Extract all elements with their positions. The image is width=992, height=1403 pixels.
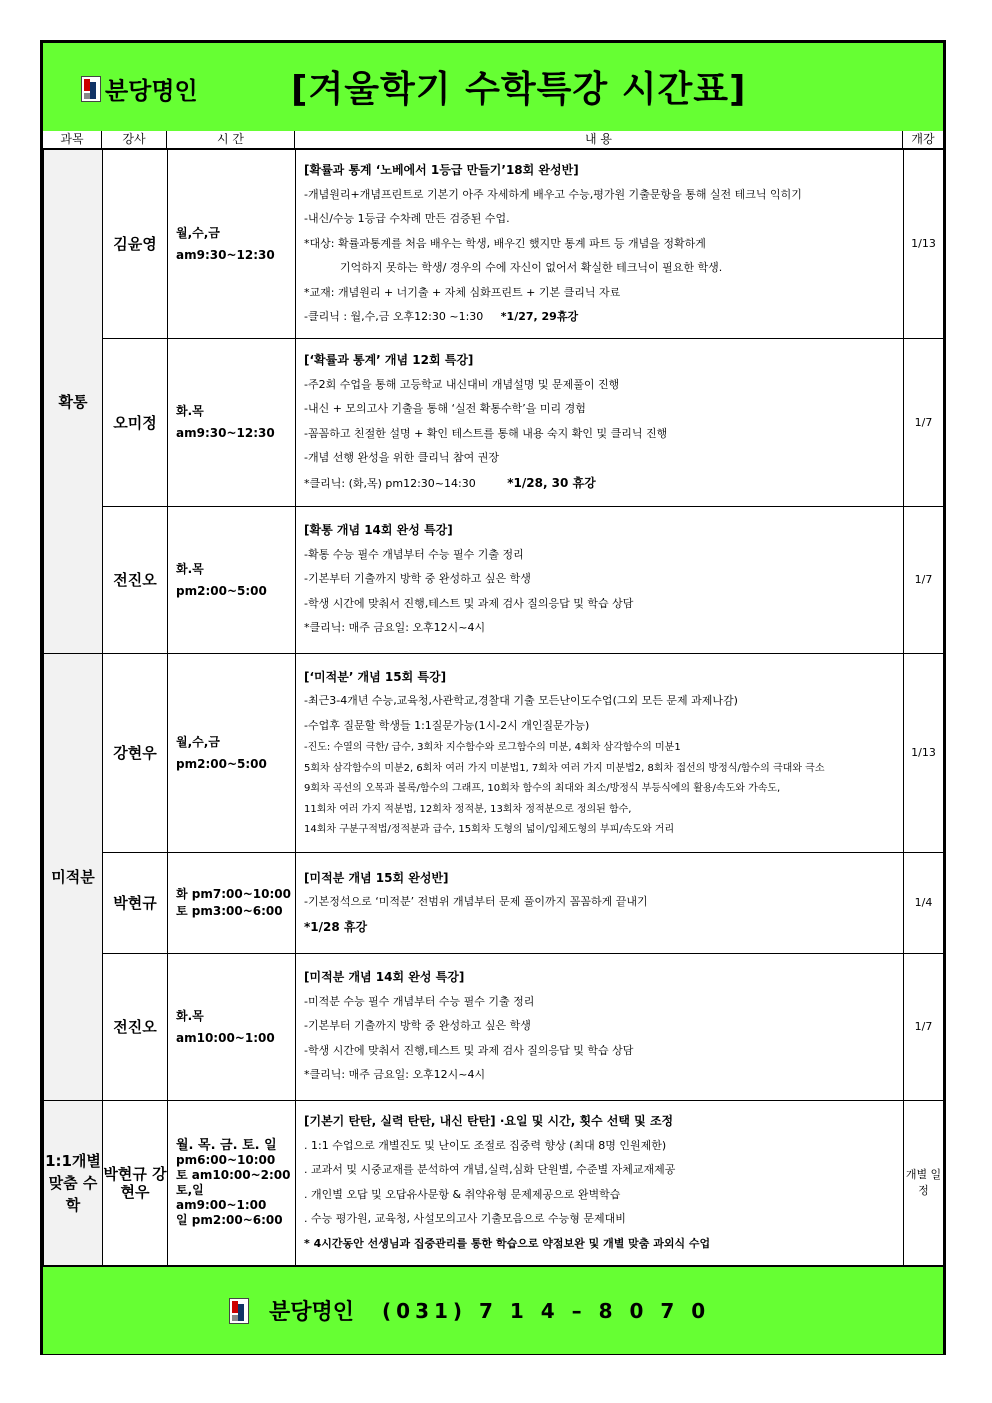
content-line: -꼼꼼하고 친절한 설명 + 확인 테스트를 통해 내용 숙지 확인 및 클리닉 진행 (304, 426, 668, 440)
course-title: [‘미적분’ 개념 15회 특강] (304, 669, 447, 684)
teacher-cell: 박현규 (103, 852, 168, 953)
time-days: 월,수,금 (176, 225, 220, 240)
time-hours: pm6:00~10:00 (176, 1152, 276, 1167)
time-days: 화.목 (176, 404, 204, 418)
syllabus-line: 11회차 여러 가지 적분법, 12회차 정적분, 13회차 정적분으로 정의된 함수, (304, 803, 632, 815)
time-hours: 토,일 am9:00~1:00 (176, 1182, 267, 1212)
subject-cell: 미적분 (44, 653, 103, 1100)
clinic-text: *클리닉: (화,목) pm12:30~14:30 (304, 476, 476, 490)
content-line: -기본부터 기출까지 방학 중 완성하고 싶은 학생 (304, 1019, 531, 1033)
subject-cell: 1:1개별 맞춤 수학 (44, 1100, 103, 1265)
content-line: -최근3-4개년 수능,교육청,사관학교,경찰대 기출 모든난이도수업(그외 모든 문제 과제나감) (304, 694, 738, 707)
course-title: [기본기 탄탄, 실력 탄탄, 내신 탄탄] ·요일 및 시간, 횟수 선택 및 조정 (304, 1114, 674, 1128)
subject-cell: 확통 (44, 150, 103, 654)
col-header-open: 개강 (903, 131, 943, 149)
open-date-cell: 1/7 (904, 506, 944, 653)
open-date-cell: 1/7 (904, 953, 944, 1100)
course-title: [‘확률과 통계’ 개념 12회 특강] (304, 353, 474, 367)
schedule-table (43, 149, 944, 1266)
syllabus-line: 5회차 삼각함수의 미분2, 6회차 여러 가지 미분법1, 7회차 여러 가지 미분법2, 8회차 접선의 방정식/함수의 극대와 극소 (304, 762, 825, 774)
col-header-subject: 과목 (43, 131, 102, 149)
open-date-cell: 개별 일정 (904, 1100, 944, 1265)
content-cell (296, 338, 904, 506)
footer-brand-name: 분당명인 (269, 1300, 355, 1325)
logo-icon (229, 1298, 249, 1324)
time-cell (168, 653, 296, 852)
content-line: -개념원리+개념프린트로 기본기 아주 자세하게 배우고 수능,평가원 기출문항을 통해 실전 테크닉 익히기 (304, 187, 802, 201)
content-line: *대상: 확률과통계를 처음 배우는 학생, 배우긴 했지만 통계 파트 등 개념을 정확하게 (304, 236, 706, 250)
time-cell (168, 953, 296, 1100)
syllabus-line: 9회차 곡선의 오목과 볼록/함수의 그래프, 10회차 함수의 최대와 최소/방정식 부등식에의 활용/속도와 가속도, (304, 783, 781, 794)
col-header-time: 시 간 (167, 131, 295, 149)
teacher-cell: 강현우 (103, 653, 168, 852)
open-date-cell: 1/7 (904, 338, 944, 506)
time-cell (168, 506, 296, 653)
content-cell (296, 852, 904, 953)
time-days: 화 pm7:00~10:00 (176, 886, 291, 901)
time-hours: am10:00~1:00 (176, 1030, 275, 1045)
holiday-note: *1/27, 29휴강 (500, 310, 579, 323)
time-hours: am9:30~12:30 (176, 426, 275, 440)
table-row (44, 1100, 944, 1265)
content-line: *교재: 개념원리 + 너기출 + 자체 심화프린트 + 기본 클리닉 자료 (304, 285, 621, 299)
content-line: -수업후 질문할 학생들 1:1질문가능(1시-2시 개인질문가능) (304, 718, 590, 732)
holiday-note: *1/28, 30 휴강 (507, 475, 596, 490)
time-cell (168, 852, 296, 953)
content-line: * 4시간동안 선생님과 집중관리를 통한 학습으로 약점보완 및 개별 맞춤 과외식 수업 (304, 1236, 711, 1250)
course-title: [확통 개념 14회 완성 특강] (304, 523, 453, 538)
table-row (44, 506, 944, 653)
content-cell (296, 953, 904, 1100)
table-row (44, 953, 944, 1100)
course-title: [미적분 개념 15회 완성반] (304, 870, 449, 885)
content-line: . 개인별 오답 및 오답유사문항 & 취약유형 문제제공으로 완벽학습 (304, 1187, 621, 1201)
open-date-cell: 1/13 (904, 653, 944, 852)
table-row (44, 338, 944, 506)
content-line: 기억하지 못하는 학생/ 경우의 수에 자신이 없어서 확실한 테크닉이 필요한 학생. (340, 261, 723, 274)
col-header-content: 내 용 (295, 131, 903, 149)
content-line: -기본정석으로 ‘미적분’ 전범위 개념부터 문제 풀이까지 꼼꼼하게 끝내기 (304, 895, 648, 909)
clinic-text: -클리닉 : 월,수,금 오후12:30 ~1:30 (304, 310, 484, 323)
footer-logo (229, 1295, 710, 1326)
content-line (304, 305, 897, 330)
time-hours: 일 pm2:00~6:00 (176, 1212, 283, 1227)
syllabus-line: -진도: 수열의 극한/ 급수, 3회차 지수함수와 로그함수의 미분, 4회차 삼각함수의 미분1 (304, 742, 681, 753)
content-line: -개념 선행 완성을 위한 클리닉 참여 권장 (304, 451, 499, 464)
content-line: -기본부터 기출까지 방학 중 완성하고 싶은 학생 (304, 572, 531, 586)
course-title: [미적분 개념 14회 완성 특강] (304, 970, 465, 985)
content-cell (296, 150, 904, 339)
content-line: -미적분 수능 필수 개념부터 수능 필수 기출 정리 (304, 994, 535, 1008)
time-hours: 토 pm3:00~6:00 (176, 903, 283, 918)
time-hours: pm2:00~5:00 (176, 583, 267, 598)
time-hours: pm2:00~5:00 (176, 756, 267, 771)
teacher-cell: 전진오 (103, 953, 168, 1100)
time-days: 화.목 (176, 1008, 204, 1023)
time-cell (168, 150, 296, 339)
content-cell (296, 506, 904, 653)
open-date-cell: 1/4 (904, 852, 944, 953)
content-line: -주2회 수업을 통해 고등학교 내신대비 개념설명 및 문제풀이 진행 (304, 377, 620, 391)
table-row (44, 852, 944, 953)
timetable-frame (40, 40, 946, 1355)
content-line: -학생 시간에 맞춰서 진행,테스트 및 과제 검사 질의응답 및 학습 상담 (304, 1043, 634, 1057)
content-line: . 1:1 수업으로 개별진도 및 난이도 조절로 집중력 향상 (최대 8명 인원제한) (304, 1138, 667, 1152)
footer-banner (43, 1265, 943, 1354)
header-banner (43, 43, 943, 133)
content-line: -학생 시간에 맞춰서 진행,테스트 및 과제 검사 질의응답 및 학습 상담 (304, 596, 634, 610)
brand-name: 분당명인 (105, 77, 198, 105)
content-line: *클리닉: 매주 금요일: 오후12시~4시 (304, 621, 486, 635)
time-days: 월,수,금 (176, 734, 220, 749)
table-row (44, 653, 944, 852)
time-days: 화.목 (176, 561, 204, 576)
time-cell (168, 338, 296, 506)
teacher-cell: 김윤영 (103, 150, 168, 339)
teacher-cell: 오미정 (103, 338, 168, 506)
syllabus-line: 14회차 구분구적법/정적분과 급수, 15회차 도형의 넓이/입체도형의 부피/속도와 거리 (304, 824, 675, 835)
content-line (304, 471, 897, 497)
time-hours: 토 am10:00~2:00 (176, 1167, 291, 1182)
content-line: -확통 수능 필수 개념부터 수능 필수 기출 정리 (304, 547, 524, 561)
content-cell (296, 1100, 904, 1265)
time-hours: am9:30~12:30 (176, 247, 275, 262)
content-cell (296, 653, 904, 852)
phone-number: (031) 7 1 4 – 8 0 7 0 (382, 1298, 711, 1323)
open-date-cell: 1/13 (904, 150, 944, 339)
content-line: -내신 + 모의고사 기출을 통해 ‘실전 확통수학’을 미리 경험 (304, 402, 586, 415)
teacher-cell: 박현규 강현우 (103, 1100, 168, 1265)
time-cell (168, 1100, 296, 1265)
logo-icon (81, 76, 101, 102)
page-title: [겨울학기 수학특강 시간표] (291, 69, 747, 110)
brand-logo (81, 71, 198, 106)
holiday-note: *1/28 휴강 (304, 919, 368, 934)
time-days: 월. 목. 금. 토. 일 (176, 1137, 277, 1153)
content-line: . 수능 평가원, 교육청, 사설모의고사 기출모음으로 수능형 문제대비 (304, 1212, 626, 1225)
table-row (44, 150, 944, 339)
teacher-cell: 전진오 (103, 506, 168, 653)
content-line: *클리닉: 매주 금요일: 오후12시~4시 (304, 1068, 486, 1082)
course-title: [확률과 통계 ‘노베에서 1등급 만들기’18회 완성반] (304, 163, 579, 177)
col-header-teacher: 강사 (102, 131, 167, 149)
content-line: . 교과서 및 시중교재를 분석하여 개념,실력,심화 단원별, 수준별 자체교재제공 (304, 1163, 676, 1176)
content-line: -내신/수능 1등급 수차례 만든 검증된 수업. (304, 212, 510, 225)
